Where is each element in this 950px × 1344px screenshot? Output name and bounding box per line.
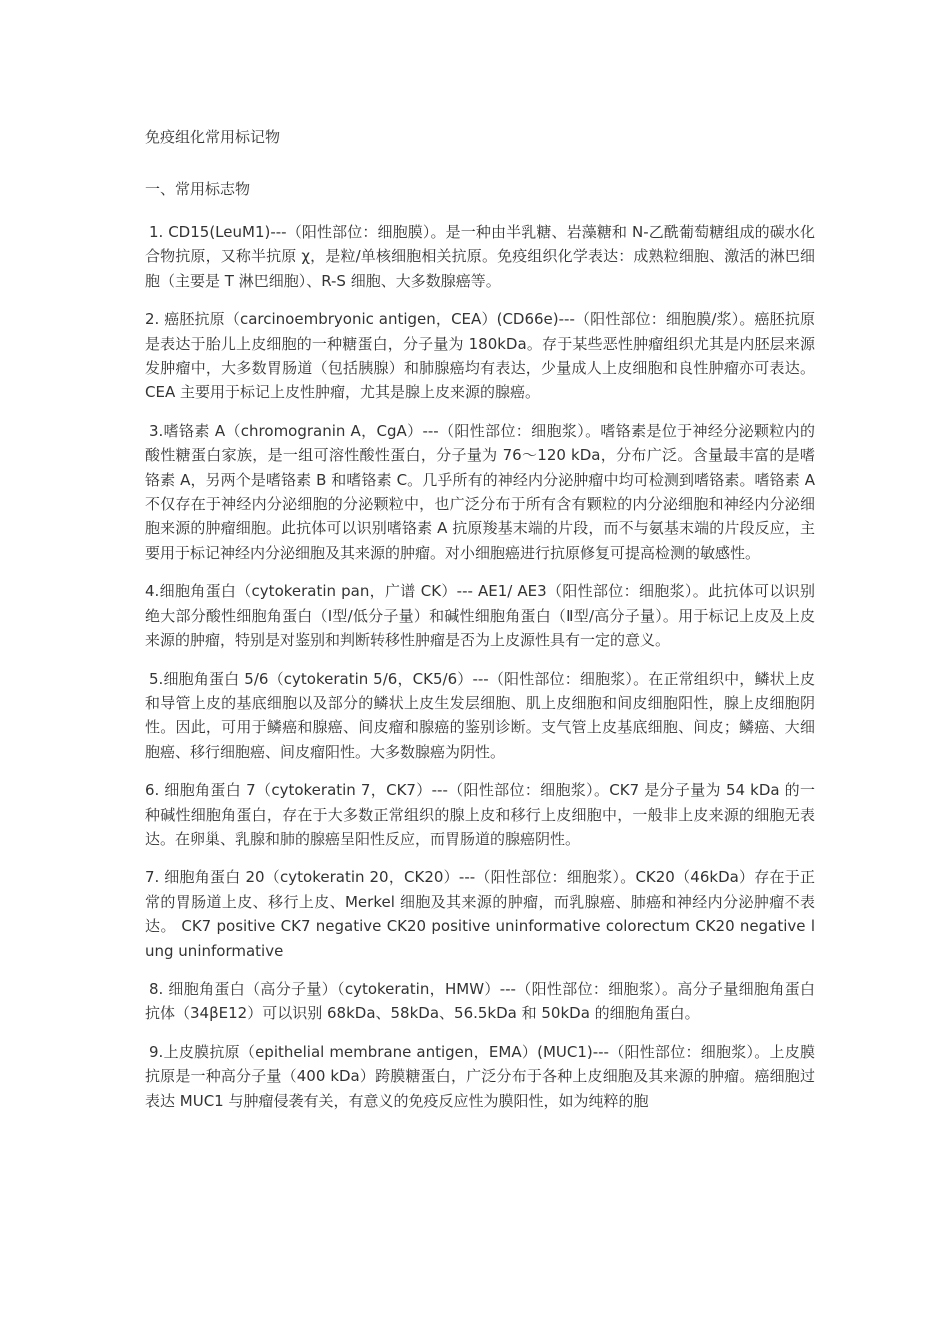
document-body (145, 124, 815, 1127)
paragraph-ema: 9.上皮膜抗原（epithelial membrane antigen，EMA）(MUC1)---（阳性部位：细胞浆）。上皮膜抗原是一种高分子量（400 kDa）跨膜糖蛋白，广泛分布于各种上皮细胞及其来源的肿瘤。癌细胞过表达 MUC1 与肿瘤侵袭有关，有意义的免疫反应性为膜阳性，如为纯粹的胞 (145, 1042, 815, 1110)
paragraph-cytokeratin-pan: 4.细胞角蛋白（cytokeratin pan，广谱 CK）--- AE1/ AE3（阳性部位：细胞浆）。此抗体可以识别绝大部分酸性细胞角蛋白（Ⅰ型/低分子量）和碱性细胞角蛋白（Ⅱ型/高分子量）。用于标记上皮及上皮来源的肿瘤，特别是对鉴别和判断转移性肿瘤是否为上皮源性具有一定的意义。 (145, 582, 815, 650)
section-heading: 一、常用标志物 (145, 180, 251, 198)
paragraph-ck7: 6. 细胞角蛋白 7（cytokeratin 7，CK7）---（阳性部位：细胞浆）。CK7 是分子量为 54 kDa 的一种碱性细胞角蛋白，存在于大多数正常组织的腺上皮和移行上皮细胞中，一般非上皮来源的细胞无表达。在卵巢、乳腺和肺的腺癌呈阳性反应，而胃肠道的腺癌阴性。 (145, 781, 815, 848)
document-title: 免疫组化常用标记物 (145, 128, 281, 146)
paragraph-ck5-6: 5.细胞角蛋白 5/6（cytokeratin 5/6，CK5/6）---（阳性部位：细胞浆）。在正常组织中，鳞状上皮和导管上皮的基底细胞以及部分的鳞状上皮生发层细胞、肌上皮细胞和间皮细胞阳性，腺上皮细胞阴性。因此，可用于鳞癌和腺癌、间皮瘤和腺癌的鉴别诊断。支气管上皮基底细胞、间皮；鳞癌、大细胞癌、移行细胞癌、间皮瘤阳性。大多数腺癌为阴性。 (145, 669, 815, 761)
paragraph-cea: 2. 癌胚抗原（carcinoembryonic antigen，CEA）(CD66e)---（阳性部位：细胞膜/浆）。癌胚抗原是表达于胎儿上皮细胞的一种糖蛋白，分子量为 180kDa。存于某些恶性肿瘤组织尤其是内胚层来源发肿瘤中，大多数胃肠道（包括胰腺）和肺腺癌均有表达，少量成人上皮细胞和良性肿瘤亦可表达。CEA 主要用于标记上皮性肿瘤，尤其是腺上皮来源的腺癌。 (145, 310, 815, 402)
paragraph-chromogranin: 3.嗜铬素 A（chromogranin A，CgA）---（阳性部位：细胞浆）。嗜铬素是位于神经分泌颗粒内的酸性糖蛋白家族，是一组可溶性酸性蛋白，分子量为 76～120 kDa，分布广泛。含量最丰富的是嗜铬素 A，另两个是嗜铬素 B 和嗜铬素 C。几乎所有的神经内分泌肿瘤中均可检测到嗜铬素。嗜铬素 A 不仅存在于神经内分泌细胞的分泌颗粒中，也广泛分布于所有含有颗粒的内分泌细胞和神经内分泌细胞来源的肿瘤细胞。此抗体可以识别嗜铬素 A 抗原羧基末端的片段，而不与氨基末端的片段反应，主要用于标记神经内分泌细胞及其来源的肿瘤。对小细胞癌进行抗原修复可提高检测的敏感性。 (145, 421, 815, 562)
paragraph-ck20: 7. 细胞角蛋白 20（cytokeratin 20，CK20）---（阳性部位：细胞浆）。CK20（46kDa）存在于正常的胃肠道上皮、移行上皮、Merkel 细胞及其来源的肿瘤，而乳腺癌、肺癌和神经内分泌肿瘤不表达。 CK7 positive CK7 negative CK20 positive uninformative colorectum CK20 negative lung uninformative (145, 868, 815, 960)
paragraph-cd15: 1. CD15(LeuM1)---（阳性部位：细胞膜）。是一种由半乳糖、岩藻糖和 N-乙酰葡萄糖组成的碳水化合物抗原，又称半抗原 χ，是粒/单核细胞相关抗原。免疫组织化学表达：成熟粒细胞、激活的淋巴细胞（主要是 T 淋巴细胞）、R-S 细胞、大多数腺癌等。 (145, 223, 815, 290)
paragraph-hmw-ck: 8. 细胞角蛋白（高分子量）（cytokeratin，HMW）---（阳性部位：细胞浆）。高分子量细胞角蛋白抗体（34βE12）可以识别 68kDa、58kDa、56.5kDa 和 50kDa 的细胞角蛋白。 (145, 979, 815, 1023)
